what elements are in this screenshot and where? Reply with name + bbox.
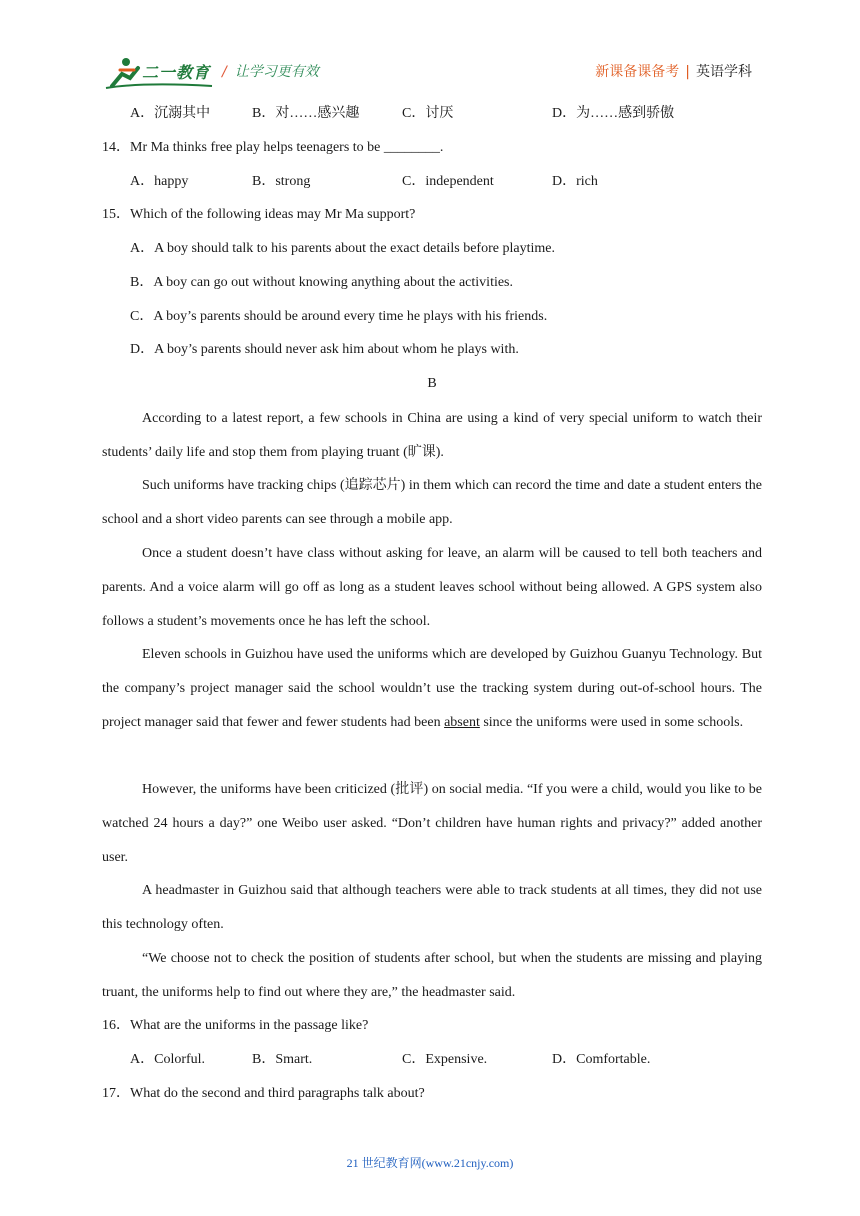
header-right <box>595 61 752 81</box>
q14-option-b: B．strong <box>252 174 311 189</box>
passage-paragraph-5: However, the uniforms have been criticized (批评) on social media. “If you were a child, would you like to be watched 24 hours a day?” one Weibo user asked. “Don’t children have human rights and privacy?” added another user. <box>102 782 762 865</box>
q14-option-a: A．happy <box>130 174 189 189</box>
page-header <box>0 0 860 92</box>
q16-option-d: D．Comfortable. <box>552 1052 651 1067</box>
q15-stem: 15．Which of the following ideas may Mr Ma support? <box>102 207 416 222</box>
q16-option-c: C．Expensive. <box>402 1052 488 1067</box>
passage-paragraph-7: “We choose not to check the position of students after school, but when the students are missing and playing truant, the uniforms help to find out where they are,” the headmaster said. <box>102 951 762 1000</box>
q13-option-b: B．对……感兴趣 <box>252 106 360 121</box>
q16-option-b: B．Smart. <box>252 1052 313 1067</box>
passage-paragraph-2: Such uniforms have tracking chips (追踪芯片) in them which can record the time and date a student enters the school and a short video parents can see through a mobile app. <box>102 478 762 527</box>
passage-paragraph-1: According to a latest report, a few schools in China are using a kind of very special uniform to watch their students’ daily life and stop them from playing truant (旷课). <box>102 411 762 460</box>
passage-paragraph-4 <box>102 638 762 739</box>
q15-option-c: C．A boy’s parents should be around every time he plays with his friends. <box>130 309 548 324</box>
q14-option-d: D．rich <box>552 174 598 189</box>
section-label: B <box>427 376 437 391</box>
q17-stem: 17．What do the second and third paragraphs talk about? <box>102 1086 425 1101</box>
course-label: 新课备课备考 <box>595 64 680 80</box>
paragraph-4-text-before: Eleven schools in Guizhou have used the uniforms which are developed by Guizhou Guanyu Technology. But the company’s project manager said the school wouldn’t use the tracking system during out-of-school hours. The project manager said that fewer and fewer students had been <box>102 647 762 730</box>
subject-label: 英语学科 <box>696 64 752 80</box>
page-footer: 21 世纪教育网(www.21cnjy.com) <box>346 1156 514 1170</box>
q16-option-a: A．Colorful. <box>130 1052 206 1067</box>
passage-paragraph-6: A headmaster in Guizhou said that although teachers were able to track students at all times, they did not use this technology often. <box>102 883 762 932</box>
q13-option-c: C．讨厌 <box>402 106 454 121</box>
q16-stem: 16．What are the uniforms in the passage like? <box>102 1018 369 1033</box>
q15-option-d: D．A boy’s parents should never ask him about whom he plays with. <box>130 342 519 357</box>
q13-option-a: A．沉溺其中 <box>130 106 211 121</box>
paragraph-4-text-after: since the uniforms were used in some schools. <box>479 714 744 730</box>
slogan-slash: / <box>222 64 227 80</box>
slogan-text: 让学习更有效 <box>234 64 319 80</box>
q15-option-b: B．A boy can go out without knowing anything about the activities. <box>130 275 514 290</box>
underlined-word-absent: absent <box>444 714 480 730</box>
q15-option-a: A．A boy should talk to his parents about the exact details before playtime. <box>130 241 555 256</box>
q13-option-d: D．为……感到骄傲 <box>552 106 675 121</box>
q14-option-c: C．independent <box>402 174 494 189</box>
logo-text: 二一教育 <box>142 63 211 82</box>
passage-paragraph-3: Once a student doesn’t have class without asking for leave, an alarm will be caused to tell both teachers and parents. And a voice alarm will go off as long as a student leaves school without being allowed. A GPS system also follows a student’s movements once he has left the school. <box>102 546 762 629</box>
q14-stem: 14．Mr Ma thinks free play helps teenagers to be ________. <box>102 140 444 155</box>
slogan <box>222 61 319 81</box>
header-divider: | <box>685 64 690 80</box>
